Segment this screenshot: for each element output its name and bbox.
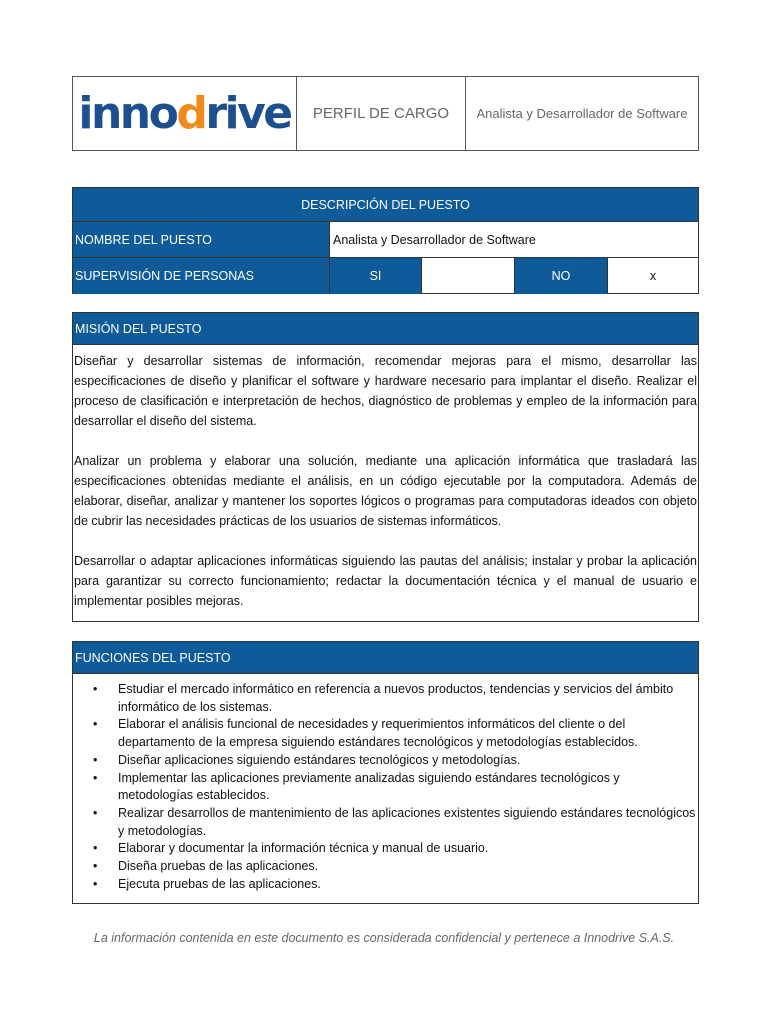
bullet-icon: • (93, 717, 98, 732)
supervision-no-label: NO (515, 258, 608, 294)
mission-paragraph: Analizar un problema y elaborar una solución, mediante una aplicación informática que trasladará las especificaciones obtenidas mediante el análisis, en un código ejecutable por la computadora. Además de elaborar, diseñar, analizar y mantener los soportes lógicos o programas para computadoras ideados con objeto de cubrir las necesidades prácticas de los usuarios de sistemas informáticos. (74, 454, 697, 528)
confidentiality-footer: La información contenida en este documento es considerada confidencial y pertenece a Innodrive S.A.S. (93, 931, 675, 945)
mission-body (73, 345, 698, 611)
mission-heading: MISIÓN DEL PUESTO (73, 313, 698, 345)
mission-paragraph: Desarrollar o adaptar aplicaciones informáticas siguiendo las pautas del análisis; instalar y probar la aplicación para garantizar su correcto funcionamiento; redactar la documentación técnica y el manual de usuario e implementar posibles mejoras. (74, 554, 697, 608)
functions-section (72, 641, 699, 904)
list-item: • Elaborar y documentar la información técnica y manual de usuario. (73, 840, 698, 858)
innodrive-logo: innodrive (78, 87, 291, 139)
bullet-icon: • (93, 752, 98, 767)
list-item: • Realizar desarrollos de mantenimiento de las aplicaciones existentes siguiendo estándares tecnológicos y metodologías. (93, 805, 696, 838)
logo-cell (73, 77, 297, 150)
supervision-no-value: x (649, 269, 657, 283)
position-name-row (73, 222, 698, 258)
bullet-icon: • (93, 841, 98, 856)
list-item: • Ejecuta pruebas de las aplicaciones. (73, 876, 698, 894)
list-item: • Diseñar aplicaciones siguiendo estándares tecnológicos y metodologías. (73, 752, 698, 770)
list-item: • Estudiar el mercado informático en referencia a nuevos productos, tendencias y servicios del ámbito informático de los sistemas. (93, 682, 674, 714)
description-heading: DESCRIPCIÓN DEL PUESTO (73, 188, 698, 222)
supervision-row (73, 258, 698, 294)
list-item: • Implementar las aplicaciones previamente analizadas siguiendo estándares tecnológicos y metodologías establecidos. (93, 770, 620, 803)
bullet-icon: • (93, 805, 98, 820)
description-table (72, 187, 699, 294)
document-header (72, 76, 699, 151)
supervision-yes-value (422, 258, 515, 294)
functions-list (73, 674, 698, 893)
bullet-icon: • (93, 682, 98, 696)
mission-paragraph: Diseñar y desarrollar sistemas de información, recomendar mejoras para el mismo, desarrollar las especificaciones de diseño y planificar el software y hardware necesario para implantar el diseño. Realizar el proceso de clasificación e interpretación de hechos, diagnóstico de problemas y empleo de la información para desarrollar el diseño del sistema. (74, 354, 697, 428)
functions-heading: FUNCIONES DEL PUESTO (73, 642, 698, 674)
list-item: • Diseña pruebas de las aplicaciones. (73, 858, 698, 876)
document-title: PERFIL DE CARGO (297, 77, 466, 150)
position-name-value: Analista y Desarrollador de Software (330, 222, 698, 257)
mission-section (72, 312, 699, 622)
bullet-icon: • (93, 876, 98, 891)
document-role: Analista y Desarrollador de Software (476, 106, 688, 121)
supervision-yes-label: SI (330, 258, 422, 294)
position-name-label: NOMBRE DEL PUESTO (73, 222, 330, 257)
bullet-icon: • (93, 859, 98, 874)
list-item: • Elaborar el análisis funcional de necesidades y requerimientos informáticos del cliente o del departamento de la empresa siguiendo estándares tecnológicos y metodologías establecidos. (93, 717, 638, 750)
supervision-label: SUPERVISIÓN DE PERSONAS (73, 258, 330, 294)
bullet-icon: • (93, 770, 98, 785)
